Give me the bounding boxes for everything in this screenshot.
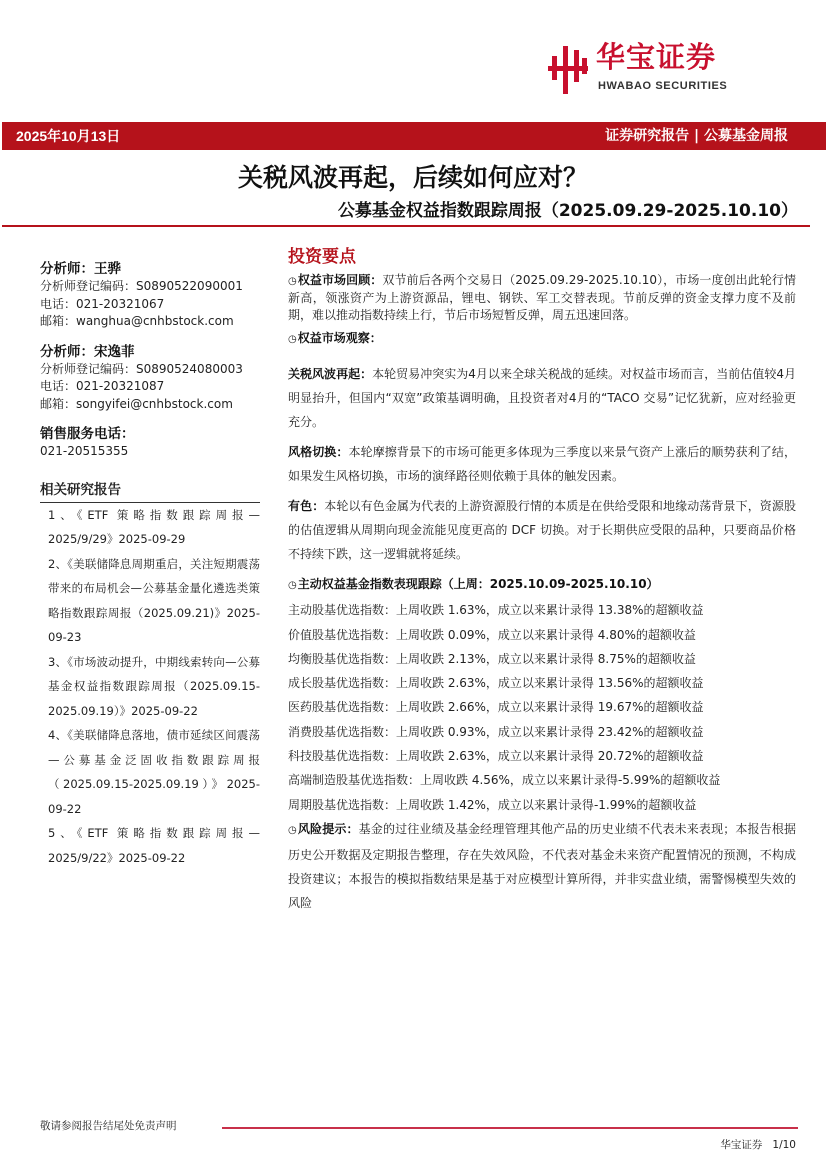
observation-text: 本轮摩擦背景下的市场可能更多体现为三季度以来景气资产上涨后的顺势获利了结，如果发生风格切换，市场的演绎路径则依赖于具体的触发因素。 <box>288 445 796 483</box>
page-title: 关税风波再起，后续如何应对？ <box>237 163 588 192</box>
observation <box>288 494 796 566</box>
analyst-1 <box>40 260 260 331</box>
bullet-icon: ◷ <box>288 276 297 287</box>
index-row: 均衡股基优选指数：上周收跌 2.13%，成立以来累计录得 8.75%的超额收益 <box>288 651 696 666</box>
analyst-email[interactable]: 邮箱：songyifei@cnhbstock.com <box>40 396 233 411</box>
divider <box>2 225 810 227</box>
index-row: 主动股基优选指数：上周收跌 1.63%，成立以来累计录得 13.38%的超额收益 <box>288 603 704 618</box>
analyst-reg: 分析师登记编码：S0890522090001 <box>40 279 243 293</box>
related-report-item[interactable]: 4、《美联储降息落地，债市延续区间震荡—公募基金泛固收指数跟踪周报（2025.09.15-2025.09.19）》2025-09-22 <box>48 728 260 816</box>
header-banner <box>2 122 826 150</box>
brand-name-en: HWABAO SECURITIES <box>598 80 728 92</box>
risk-warning <box>288 817 796 915</box>
index-row: 科技股基优选指数：上周收跌 2.63%，成立以来累计录得 20.72%的超额收益 <box>288 749 704 764</box>
index-row: 周期股基优选指数：上周收跌 1.42%，成立以来累计录得-1.99%的超额收益 <box>288 797 697 812</box>
related-report-item[interactable]: 5、《ETF 策略指数跟踪周报—2025/9/22》2025-09-22 <box>48 826 260 865</box>
observation-label: 有色： <box>288 499 325 513</box>
related-reports-heading: 相关研究报告 <box>40 481 260 503</box>
bullet-icon: ◷ <box>288 334 297 345</box>
index-row: 医药股基优选指数：上周收跌 2.66%，成立以来累计录得 19.67%的超额收益 <box>288 700 704 715</box>
page-number: 1/10 <box>772 1139 796 1151</box>
analyst-email[interactable]: 邮箱：wanghua@cnhbstock.com <box>40 314 234 328</box>
tracking-heading <box>288 572 796 598</box>
bullet-icon: ◷ <box>288 580 297 591</box>
review-label: 权益市场回顾： <box>297 273 383 287</box>
observation-text: 本轮以有色金属为代表的上游资源股行情的本质是在供给受限和地缘动荡背景下，资源股的估值逻辑从周期向现金流能见度更高的 DCF 切换。对于长期供应受限的品种，只要商品价格不持续下跌，这一逻辑就将延续。 <box>288 499 796 561</box>
market-review <box>288 272 796 324</box>
brand-logo <box>548 40 788 94</box>
analyst-name: 分析师：王骅 <box>40 261 121 277</box>
risk-text: 基金的过往业绩及基金经理管理其他产品的历史业绩不代表未来表现；本报告根据历史公开数据及定期报告整理，存在失效风险，不代表对基金未来资产配置情况的预测，不构成投资建议；本报告的模拟指数结果是基于对应模型计算所得，并非实盘业绩，需警惕模型失效的风险 <box>288 821 796 910</box>
index-row: 价值股基优选指数：上周收跌 0.09%，成立以来累计录得 4.80%的超额收益 <box>288 627 696 642</box>
main-content <box>288 246 796 921</box>
related-report-item[interactable]: 1、《ETF 策略指数跟踪周报—2025/9/29》2025-09-29 <box>48 507 260 546</box>
footer-divider <box>222 1127 798 1129</box>
risk-label: 风险提示： <box>297 821 359 836</box>
index-row: 成长股基优选指数：上周收跌 2.63%，成立以来累计录得 13.56%的超额收益 <box>288 676 704 691</box>
observation-label: 关税风波再起： <box>288 367 373 381</box>
analyst-phone: 电话：021-20321087 <box>40 379 165 393</box>
sales-label: 销售服务电话： <box>40 426 135 442</box>
analyst-2 <box>40 343 260 414</box>
footer-page-info <box>720 1138 796 1152</box>
page-subtitle: 公募基金权益指数跟踪周报（2025.09.29-2025.10.10） <box>337 201 798 221</box>
market-observe <box>288 330 796 348</box>
sales-phone: 021-20515355 <box>40 444 129 458</box>
index-row: 消费股基优选指数：上周收跌 0.93%，成立以来累计录得 23.42%的超额收益 <box>288 724 704 739</box>
analyst-reg: 分析师登记编码：S0890524080003 <box>40 361 243 376</box>
report-type: 证券研究报告 | 公募基金周报 <box>605 128 788 144</box>
logo-mark-icon <box>548 44 592 96</box>
footer-brand: 华宝证券 <box>720 1139 763 1151</box>
observation-label: 风格切换： <box>288 445 349 459</box>
sidebar <box>40 260 260 870</box>
analyst-name: 分析师：宋逸菲 <box>40 343 135 360</box>
section-heading: 投资要点 <box>288 247 356 267</box>
review-text: 双节前后各两个交易日（2025.09.29-2025.10.10），市场一度创出此轮行情新高，领涨资产为上游资源品，锂电、钢铁、军工交替表现。节前反弹的资金支撑力度不及前期，难以推动指数持续上行，节后市场短暂反弹，周五迅速回落。 <box>288 273 796 322</box>
brand-name-cn: 华宝证券 <box>596 40 717 74</box>
bullet-icon: ◷ <box>288 824 297 836</box>
related-report-item[interactable]: 3、《市场波动提升，中期线索转向—公募基金权益指数跟踪周报（2025.09.15-2025.09.19）》2025-09-22 <box>48 654 260 718</box>
index-row: 高端制造股基优选指数：上周收跌 4.56%，成立以来累计录得-5.99%的超额收益 <box>288 773 721 788</box>
related-report-item[interactable]: 2、《美联储降息周期重启，关注短期震荡带来的布局机会—公募基金量化遴选类策略指数跟踪周报（2025.09.21)》2025-09-23 <box>48 556 260 644</box>
analyst-phone: 电话：021-20321067 <box>40 296 165 311</box>
observation <box>288 440 796 488</box>
observe-label: 权益市场观察： <box>297 331 382 345</box>
observation <box>288 362 796 434</box>
tracking-label: 主动权益基金指数表现跟踪（上周：2025.10.09-2025.10.10） <box>297 577 659 591</box>
observation-text: 本轮贸易冲突实为4月以来全球关税战的延续。对权益市场而言，当前估值较4月明显抬升，但国内“双宽”政策基调明确，且投资者对4月的“TACO 交易”记忆犹新，应对经验更充分。 <box>288 367 796 429</box>
disclaimer-note: 敬请参阅报告结尾处免责声明 <box>40 1120 177 1132</box>
report-date: 2025年10月13日 <box>16 128 121 144</box>
